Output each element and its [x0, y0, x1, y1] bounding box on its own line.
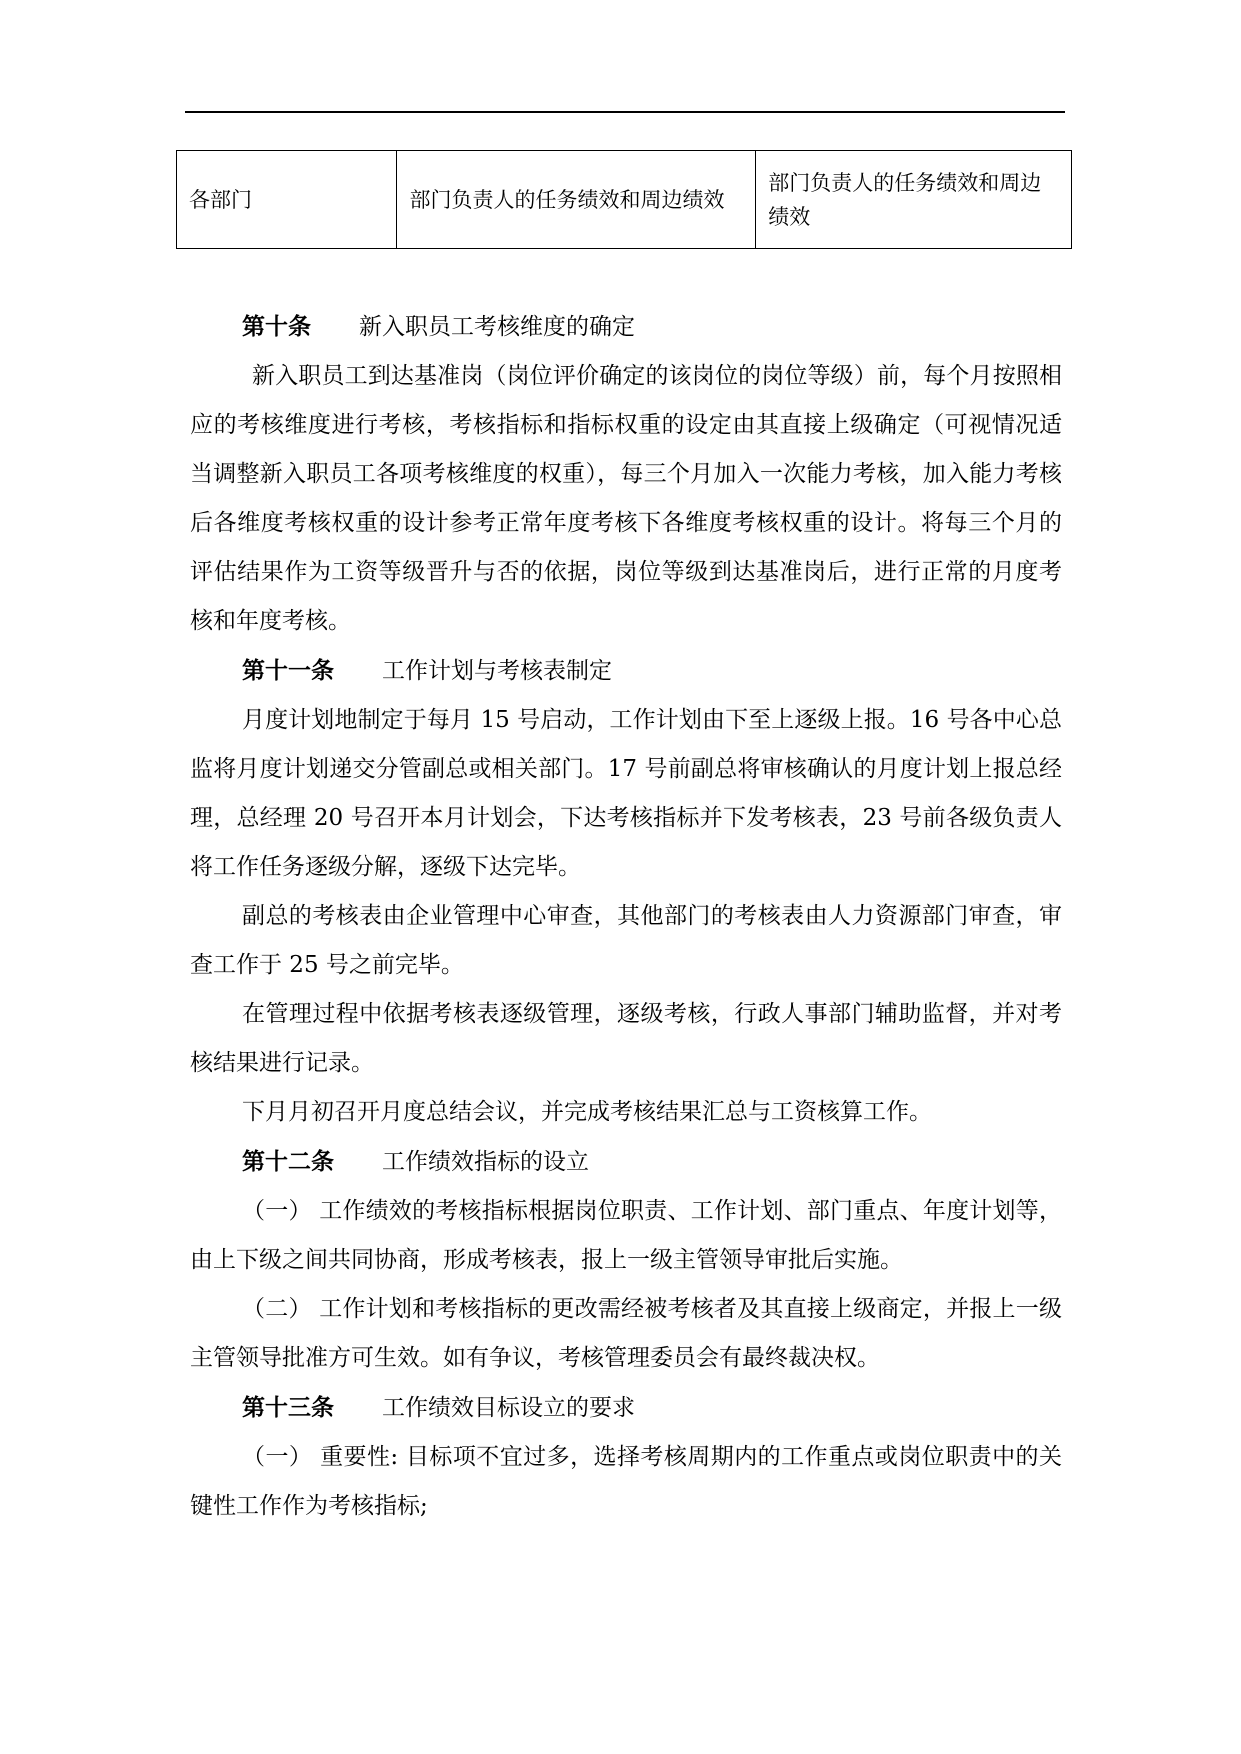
paragraph: 在管理过程中依据考核表逐级管理，逐级考核，行政人事部门辅助监督，并对考核结果进行记录。 [190, 1001, 1062, 1076]
article-label: 第十条 [242, 313, 311, 340]
paragraph: 下月月初召开月度总结会议，并完成考核结果汇总与工资核算工作。 [242, 1099, 932, 1125]
article-label: 第十二条 [242, 1148, 334, 1175]
header-rule [185, 111, 1065, 113]
dept-table [176, 150, 1072, 249]
paragraph: （一） 重要性: 目标项不宜过多，选择考核周期内的工作重点或岗位职责中的关键性工作作为考核指标; [190, 1444, 1062, 1519]
document-body [190, 302, 1062, 1531]
article-title: 新入职员工考核维度的确定 [359, 314, 635, 340]
article-12-heading [190, 1137, 1062, 1187]
table-cell-dept: 各部门 [177, 151, 397, 249]
paragraph: 月度计划地制定于每月 15 号启动，工作计划由下至上逐级上报。16 号各中心总监将月度计划递交分管副总或相关部门。17 号前副总将审核确认的月度计划上报总经理，总经理 20 号召开本月计划会，下达考核指标并下发考核表，23 号前各级负责人将工作任务逐级分解，逐级下达完毕。 [190, 707, 1062, 880]
paragraph: 新入职员工到达基准岗（岗位评价确定的该岗位的岗位等级）前，每个月按照相应的考核维度进行考核，考核指标和指标权重的设定由其直接上级确定（可视情况适当调整新入职员工各项考核维度的权重），每三个月加入一次能力考核，加入能力考核后各维度考核权重的设计参考正常年度考核下各维度考核权重的设计。将每三个月的评估结果作为工资等级晋升与否的依据，岗位等级到达基准岗后，进行正常的月度考核和年度考核。 [190, 363, 1062, 634]
paragraph: 副总的考核表由企业管理中心审查，其他部门的考核表由人力资源部门审查，审查工作于 25 号之前完毕。 [190, 903, 1062, 978]
table-row [177, 151, 1072, 249]
article-13-heading [190, 1383, 1062, 1433]
table-cell-col3: 部门负责人的任务绩效和周边绩效 [756, 151, 1072, 249]
article-11-heading [190, 646, 1062, 696]
table-cell-col2: 部门负责人的任务绩效和周边绩效 [397, 151, 756, 249]
article-10-heading [190, 302, 1062, 352]
article-title: 工作计划与考核表制定 [382, 658, 612, 684]
article-label: 第十一条 [242, 657, 334, 684]
article-label: 第十三条 [242, 1394, 334, 1421]
paragraph: （二） 工作计划和考核指标的更改需经被考核者及其直接上级商定，并报上一级主管领导批准方可生效。如有争议，考核管理委员会有最终裁决权。 [190, 1296, 1062, 1371]
article-title: 工作绩效指标的设立 [382, 1149, 589, 1175]
paragraph: （一） 工作绩效的考核指标根据岗位职责、工作计划、部门重点、年度计划等，由上下级之间共同协商，形成考核表，报上一级主管领导审批后实施。 [190, 1198, 1062, 1273]
article-title: 工作绩效目标设立的要求 [382, 1395, 635, 1421]
